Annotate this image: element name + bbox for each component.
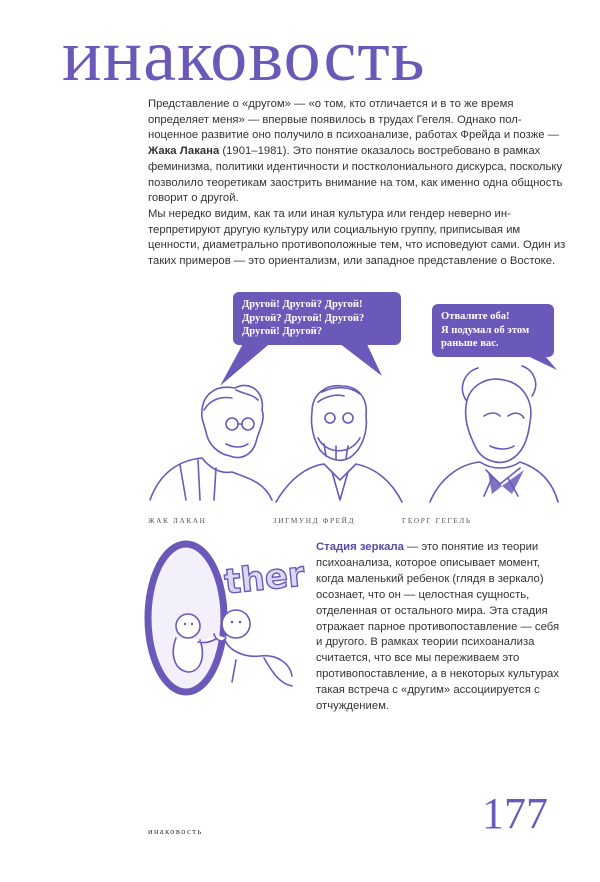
page-title: инаковость [62,15,426,97]
caption-lacan: ЖАК ЛАКАН [148,516,207,525]
intro-paragraph-2: Мы нередко видим, как та или иная культура или гендер неверно интерпретируют другую культуру или социальную группу, приписывая им ценности, диаметрально противоположные тем, что исповедуют сами. Один из таких примеров — это ориентализм, или западное представление о Востоке. [148,207,566,268]
mirror-stage-illustration [140,536,315,706]
mirror-word-ther: ther [222,554,307,603]
caption-freud: ЗИГМУНД ФРЕЙД [273,516,356,525]
cartoon-portraits-illustration [140,360,560,508]
speech-bubble-lacan-freud: Другой! Другой? Другой! Другой? Другой! Другой? Другой! Другой? [233,292,401,345]
page-number: 177 [482,789,548,838]
mirror-stage-term: Стадия зеркала [316,541,404,553]
intro-paragraph-1: Представление о «другом» — «о том, кто отличается и в то же время определяет меня» — впервые появилось в трудах Гегеля. Однако полноценное развитие оно получило в психоанализе, работах Фрейда и позже — Жака Лакана (1901–1981). Это понятие оказалось востребовано в рамках феминизма, политики идентичности и постколониального дискурса, поскольку позволило теоретикам заострить внимание на том, как именно одна общность говорит о другой. [148,98,563,205]
footer-section-label: инаковость [148,826,203,836]
lacan-name: Жака Лакана [148,145,220,158]
intro-text [148,97,568,270]
mirror-stage-text: Стадия зеркала — это понятие из теории психоанализа, которое описывает момент, когда маленький ребенок (глядя в зеркало) осознает, что он — целостная сущность, отделенная от остального мира. Эта стадия отражает парное противопоставление — себя и другого. В рамках теории психоанализа считается, что все мы переживаем это противопоставление, а в некоторых культурах такая встреча с «другим» ассоциируется с отчуждением. [316,541,560,713]
caption-hegel: ГЕОРГ ГЕГЕЛЬ [402,516,472,525]
speech-bubble-hegel: Отвалите оба! Я подумал об этом раньше вас. [432,304,554,357]
